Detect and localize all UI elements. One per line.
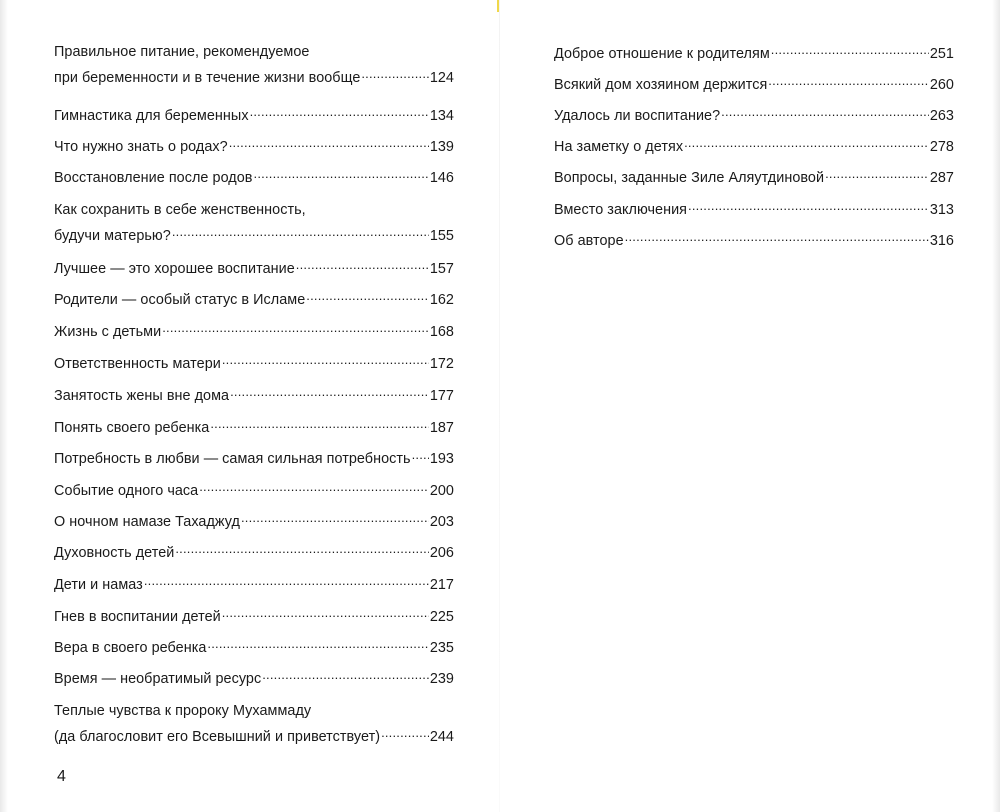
toc-entry-row	[554, 106, 954, 125]
toc-entry[interactable]	[54, 290, 454, 309]
toc-entry-page: 244	[429, 729, 454, 745]
toc-entry-page: 155	[429, 228, 454, 244]
dot-leader	[254, 168, 429, 182]
toc-entry[interactable]	[554, 168, 954, 187]
toc-entry-row	[54, 575, 454, 594]
toc-entry-title: Всякий дом хозяином держится	[554, 77, 768, 93]
toc-entry-row	[554, 231, 954, 250]
toc-entry-page: 239	[429, 671, 454, 687]
dot-leader	[768, 75, 929, 89]
toc-entry[interactable]	[54, 418, 454, 437]
toc-entry-title: Лучшее — это хорошее воспитание	[54, 261, 295, 277]
toc-entry-row	[554, 168, 954, 187]
dot-leader	[306, 290, 429, 304]
toc-entry-page: 313	[929, 202, 954, 218]
dot-leader	[222, 354, 429, 368]
toc-entry-title: Вера в своего ребенка	[54, 640, 207, 656]
toc-entry-title-continued: при беременности и в течение жизни вообще	[54, 70, 361, 86]
toc-entry-page: 162	[429, 292, 454, 308]
toc-entry-row	[54, 638, 454, 657]
toc-entry-title: Ответственность матери	[54, 356, 221, 372]
dot-leader	[296, 259, 429, 273]
toc-entry[interactable]	[54, 354, 454, 373]
toc-entry-row	[54, 322, 454, 341]
toc-entry[interactable]	[554, 75, 954, 94]
toc-entry-title: Жизнь с детьми	[54, 324, 162, 340]
toc-entry-page: 139	[429, 139, 454, 155]
toc-entry-page: 187	[429, 420, 454, 436]
toc-entry-title: Гимнастика для беременных	[54, 108, 249, 124]
toc-entry[interactable]	[54, 168, 454, 187]
toc-entry-title: Теплые чувства к пророку Мухаммаду	[54, 703, 312, 719]
toc-entry-title: Вместо заключения	[554, 202, 688, 218]
dot-leader	[381, 727, 429, 741]
toc-entry-title: Правильное питание, рекомендуемое	[54, 44, 310, 60]
toc-entry[interactable]	[54, 43, 454, 87]
toc-entry-row	[54, 418, 454, 437]
toc-entry-row	[54, 386, 454, 405]
toc-entry[interactable]	[54, 702, 454, 746]
toc-entry[interactable]	[54, 512, 454, 531]
toc-entry[interactable]	[554, 200, 954, 219]
toc-entry-title: Восстановление после родов	[54, 170, 253, 186]
page-edge-right	[992, 0, 1000, 812]
toc-entry-page: 251	[929, 46, 954, 62]
toc-entry-row	[54, 669, 454, 688]
dot-leader	[241, 512, 429, 526]
toc-entry-row	[54, 449, 454, 468]
toc-entry-title: Время — необратимый ресурс	[54, 671, 262, 687]
toc-entry-row	[554, 137, 954, 156]
toc-entry-page: 206	[429, 545, 454, 561]
toc-entry[interactable]	[54, 543, 454, 562]
toc-entry-title: Доброе отношение к родителям	[554, 46, 770, 62]
toc-entry-title: Удалось ли воспитание?	[554, 108, 721, 124]
dot-leader	[721, 106, 929, 120]
dot-leader	[412, 449, 429, 463]
page-edge-left	[0, 0, 8, 812]
dot-leader	[229, 137, 429, 151]
toc-entry-page: 177	[429, 388, 454, 404]
dot-leader	[262, 669, 429, 683]
toc-entry-row	[54, 106, 454, 125]
toc-entry[interactable]	[54, 607, 454, 626]
page-number: 4	[57, 768, 66, 785]
toc-entry[interactable]	[54, 669, 454, 688]
toc-entry-title: Духовность детей	[54, 545, 175, 561]
toc-entry-title-continued: будучи матерью?	[54, 228, 171, 244]
toc-entry[interactable]	[54, 449, 454, 468]
dot-leader	[172, 226, 429, 240]
toc-entry-page: 263	[929, 108, 954, 124]
dot-leader	[175, 543, 428, 557]
toc-entry-title: Понять своего ребенка	[54, 420, 210, 436]
toc-entry[interactable]	[54, 638, 454, 657]
dot-leader	[199, 481, 429, 495]
dot-leader	[230, 386, 429, 400]
toc-entry-row	[54, 168, 454, 187]
toc-entry-row	[54, 607, 454, 626]
toc-entry-title: О ночном намазе Тахаджуд	[54, 514, 240, 530]
toc-entry-title: Потребность в любви — самая сильная потребность	[54, 451, 411, 467]
dot-leader	[210, 418, 428, 432]
toc-entry-row	[54, 68, 454, 87]
toc-entry-page: 225	[429, 609, 454, 625]
toc-entry-row	[54, 727, 454, 746]
toc-entry-row	[54, 481, 454, 500]
toc-entry[interactable]	[54, 201, 454, 245]
dot-leader	[144, 575, 429, 589]
toc-entry-title: Родители — особый статус в Исламе	[54, 292, 306, 308]
toc-entry-page: 134	[429, 108, 454, 124]
toc-entry-row	[554, 44, 954, 63]
toc-entry-row	[54, 137, 454, 156]
toc-entry-page: 124	[429, 70, 454, 86]
toc-entry-page: 235	[429, 640, 454, 656]
toc-entry[interactable]	[54, 575, 454, 594]
toc-entry-row	[54, 290, 454, 309]
toc-entry[interactable]	[554, 137, 954, 156]
toc-entry-row	[54, 512, 454, 531]
toc-entry-title: На заметку о детях	[554, 139, 684, 155]
toc-entry-page: 200	[429, 483, 454, 499]
toc-entry-page: 217	[429, 577, 454, 593]
toc-entry-row	[554, 200, 954, 219]
dot-leader	[222, 607, 429, 621]
book-spine	[499, 0, 500, 812]
dot-leader	[207, 638, 428, 652]
toc-entry-title: Как сохранить в себе женственность,	[54, 202, 306, 218]
toc-entry-page: 146	[429, 170, 454, 186]
toc-entry-title: Гнев в воспитании детей	[54, 609, 221, 625]
toc-entry-row	[54, 226, 454, 245]
toc-entry[interactable]	[54, 137, 454, 156]
dot-leader	[684, 137, 929, 151]
toc-entry[interactable]	[54, 481, 454, 500]
toc-entry-page: 316	[929, 233, 954, 249]
toc-entry[interactable]	[54, 386, 454, 405]
toc-entry-page: 168	[429, 324, 454, 340]
toc-entry-title: Занятость жены вне дома	[54, 388, 230, 404]
dot-leader	[771, 44, 929, 58]
toc-entry-row	[54, 354, 454, 373]
toc-entry[interactable]	[54, 322, 454, 341]
toc-entry-row	[54, 259, 454, 278]
toc-entry-title-continued: (да благословит его Всевышний и приветствует)	[54, 729, 381, 745]
toc-entry-page: 287	[929, 170, 954, 186]
toc-entry[interactable]	[554, 231, 954, 250]
dot-leader	[162, 322, 429, 336]
dot-leader	[625, 231, 929, 245]
toc-entry-title: Дети и намаз	[54, 577, 143, 593]
toc-entry[interactable]	[54, 106, 454, 125]
dot-leader	[361, 68, 428, 82]
dot-leader	[825, 168, 929, 182]
toc-entry-title: Событие одного часа	[54, 483, 199, 499]
toc-entry-page: 260	[929, 77, 954, 93]
toc-entry-page: 157	[429, 261, 454, 277]
toc-entry-title: Вопросы, заданные Зиле Аляутдиновой	[554, 170, 825, 186]
toc-entry[interactable]	[554, 44, 954, 63]
toc-entry[interactable]	[554, 106, 954, 125]
toc-entry-title: Об авторе	[554, 233, 624, 249]
dot-leader	[688, 200, 929, 214]
dot-leader	[250, 106, 429, 120]
toc-entry-page: 278	[929, 139, 954, 155]
toc-entry-row	[554, 75, 954, 94]
toc-entry-page: 193	[429, 451, 454, 467]
toc-entry[interactable]	[54, 259, 454, 278]
toc-entry-page: 203	[429, 514, 454, 530]
toc-entry-title: Что нужно знать о родах?	[54, 139, 228, 155]
toc-entry-row	[54, 543, 454, 562]
toc-entry-page: 172	[429, 356, 454, 372]
